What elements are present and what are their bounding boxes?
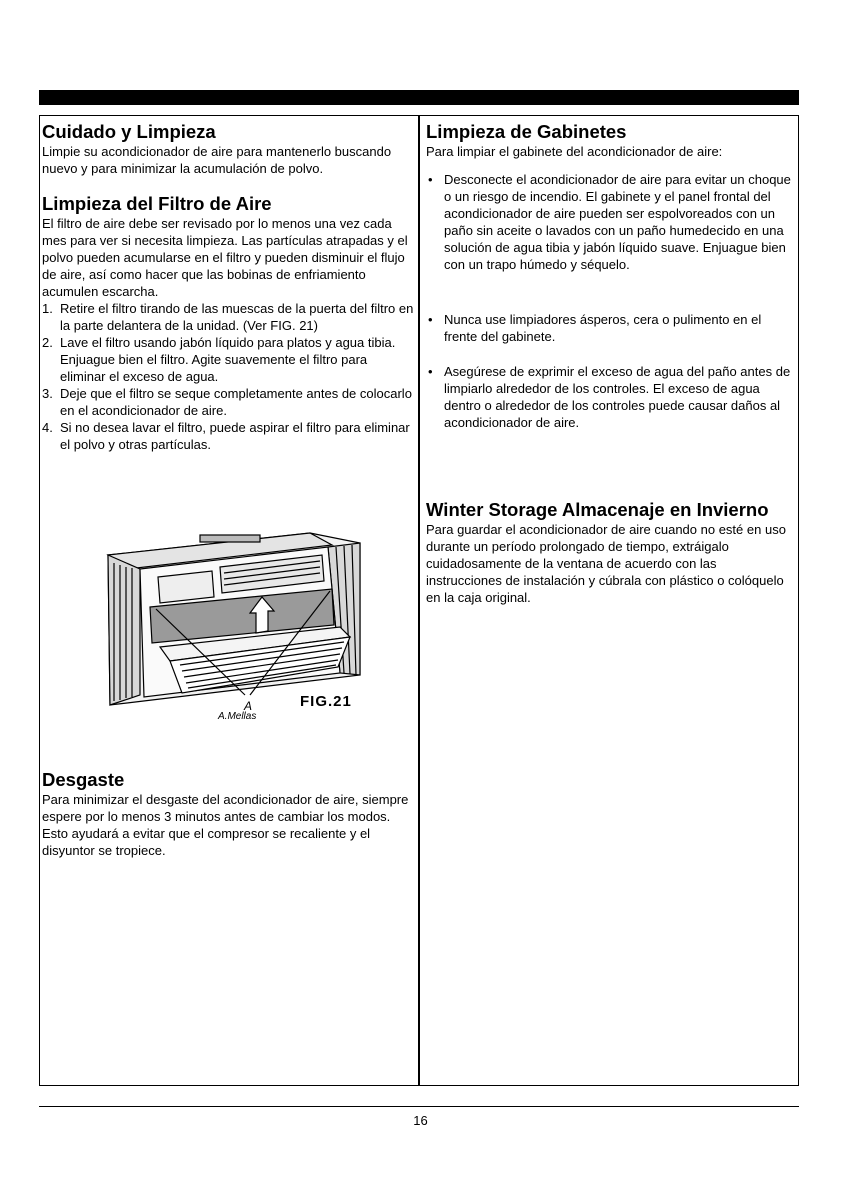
step-number: 1. (42, 301, 53, 316)
cabinet-title: Limpieza de Gabinetes (426, 121, 627, 142)
page-number: 16 (413, 1113, 428, 1128)
step-number: 3. (42, 386, 53, 401)
filter-step (42, 419, 414, 453)
header-bar (39, 90, 799, 105)
wear-text: Para minimizar el desgaste del acondicionador de aire, siempre espere por lo menos 3 minutos antes de cambiar los modos. Esto ayudará a evitar que el compresor se recaliente y el disyuntor se tropiece. (42, 792, 409, 858)
cabinet-bullet (426, 171, 794, 273)
bullet-text: Desconecte el acondicionador de aire para evitar un choque o un riesgo de incendio. El gabinete y el panel frontal del acondicionador de aire pueden ser espolvoreados con un paño sin aceite o lavados con un paño humedecido en una solución de agua tibia y jabón líquido suave. Enjuague bien con un trapo húmedo y séquelo. (444, 172, 791, 272)
cabinet-bullets (426, 171, 794, 273)
step-number: 2. (42, 335, 53, 350)
cabinet-bullets-3 (426, 363, 794, 431)
footer-rule (39, 1106, 799, 1107)
bullet-text: Asegúrese de exprimir el exceso de agua del paño antes de limpiarlo alrededor de los controles. El exceso de agua dentro o alrededor de los controles puede causar daños al acondicionador de aire. (444, 364, 791, 430)
filter-step (42, 334, 414, 385)
storage-section (426, 499, 794, 606)
filter-step (42, 385, 414, 419)
step-text: Retire el filtro tirando de las muescas de la puerta del filtro en la parte delantera de la unidad. (Ver FIG. 21) (60, 301, 414, 333)
cabinet-bullets-2 (426, 311, 794, 345)
filter-text: El filtro de aire debe ser revisado por lo menos una vez cada mes para ver si necesita limpieza. Las partículas atrapadas y el polvo pueden acumularse en el filtro y pueden disminuir el flujo de aire, así como hacer que las bobinas de enfriamiento acumulen escarcha. (42, 216, 408, 299)
step-number: 4. (42, 420, 53, 435)
cabinet-intro: Para limpiar el gabinete del acondicionador de aire: (426, 144, 723, 159)
care-text: Limpie su acondicionador de aire para mantenerlo buscando nuevo y para minimizar la acumulación de polvo. (42, 144, 392, 176)
notch-caption: A.Mellas (218, 711, 257, 722)
column-divider (418, 115, 420, 1086)
storage-title: Winter Storage Almacenaje en Invierno (426, 499, 769, 520)
filter-step (42, 300, 414, 334)
bullet-dot: • (428, 172, 433, 187)
cabinet-bullet (426, 311, 794, 345)
cabinet-section (426, 121, 794, 160)
bullet-dot: • (428, 364, 433, 379)
bullet-dot: • (428, 312, 433, 327)
figure-label: FIG.21 (300, 693, 352, 710)
notch-label-letter: A (244, 699, 253, 713)
wear-title: Desgaste (42, 769, 125, 790)
storage-text: Para guardar el acondicionador de aire cuando no esté en uso durante un período prolongado de tiempo, extráigalo cuidadosamente de la ventana de acuerdo con las instrucciones de instalación y cúbrala con plástico o colóquelo en la caja original. (426, 522, 786, 605)
wear-section (42, 769, 414, 859)
step-text: Deje que el filtro se seque completamente antes de colocarlo en el acondicionador de aire. (60, 386, 412, 418)
filter-steps (42, 300, 414, 453)
care-section (42, 121, 414, 177)
filter-title: Limpieza del Filtro de Aire (42, 193, 272, 214)
care-title: Cuidado y Limpieza (42, 121, 216, 142)
cabinet-bullet (426, 363, 794, 431)
step-text: Lave el filtro usando jabón líquido para platos y agua tibia. Enjuague bien el filtro. Agite suavemente el filtro para eliminar el exceso de agua. (60, 335, 396, 384)
step-text: Si no desea lavar el filtro, puede aspirar el filtro para eliminar el polvo y otras partículas. (60, 420, 410, 452)
bullet-text: Nunca use limpiadores ásperos, cera o pulimento en el frente del gabinete. (444, 312, 762, 344)
filter-section (42, 193, 414, 453)
